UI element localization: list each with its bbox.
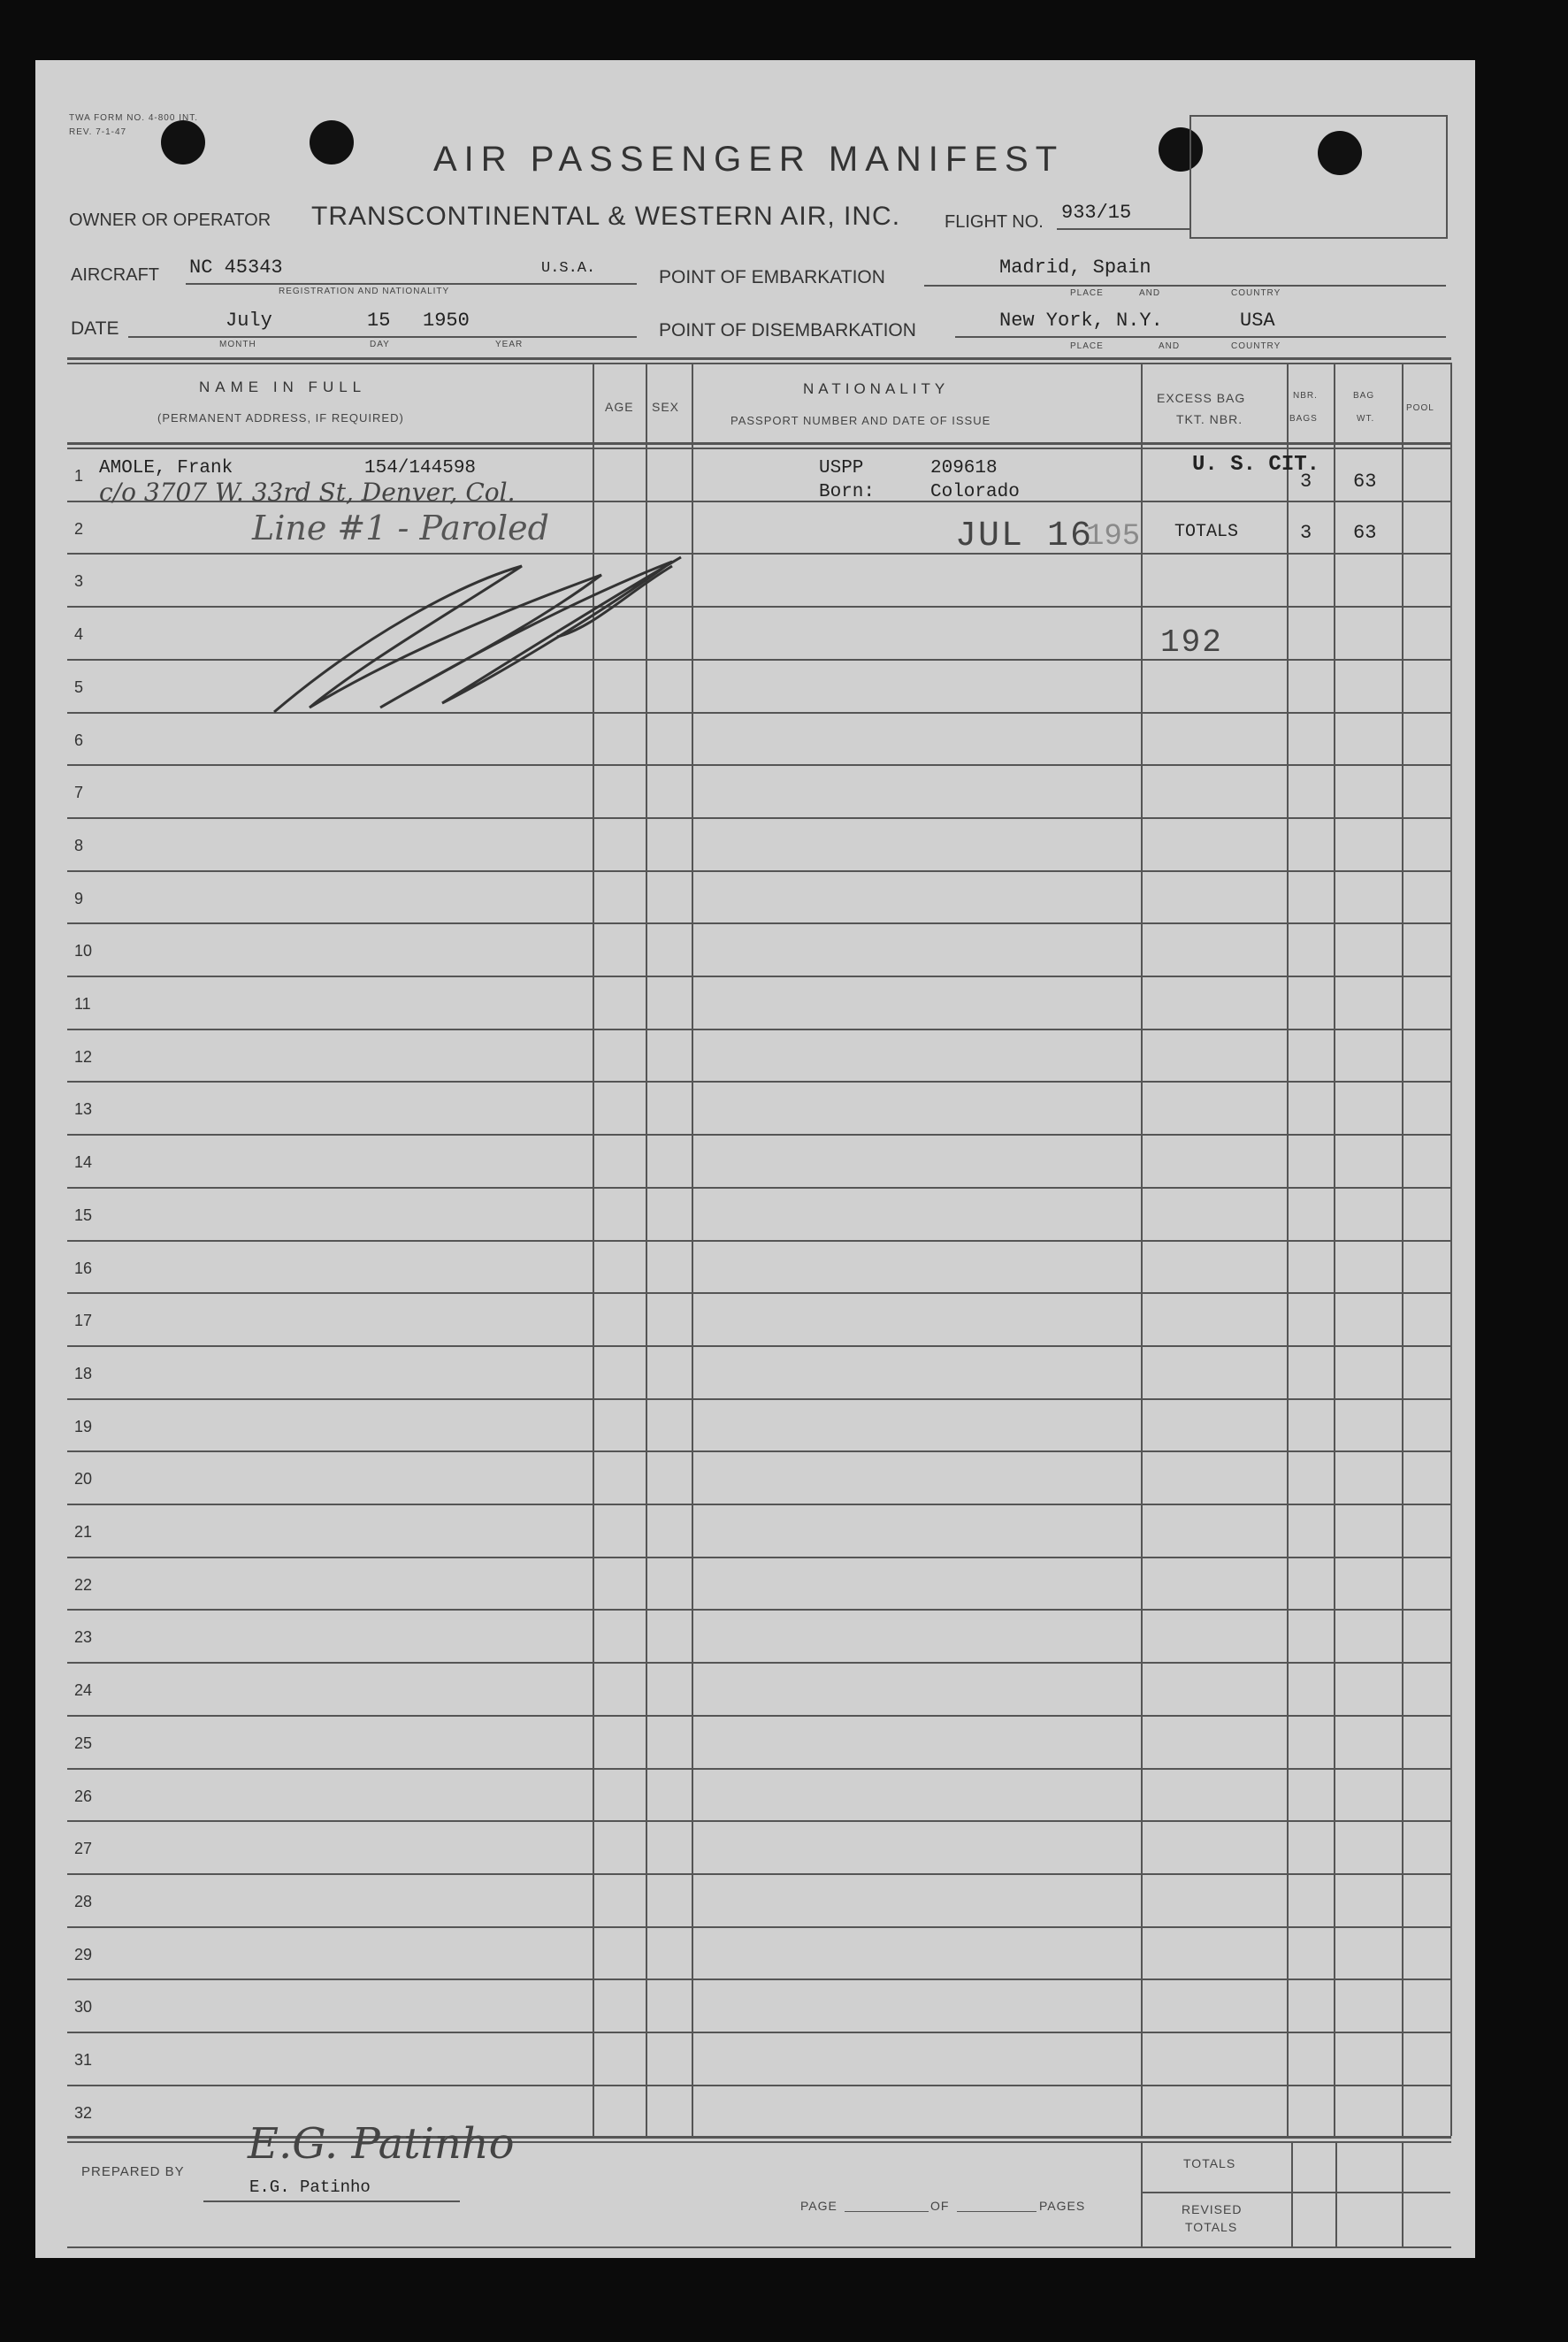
aircraft-underline bbox=[186, 283, 637, 285]
signature-scribble bbox=[256, 531, 876, 743]
row-number: 14 bbox=[74, 1153, 93, 1171]
header-excess-1: EXCESS BAG bbox=[1157, 391, 1246, 405]
disembark-caption-and: AND bbox=[1159, 341, 1181, 351]
row-number: 16 bbox=[74, 1259, 93, 1277]
page-title: AIR PASSENGER MANIFEST bbox=[433, 140, 1065, 179]
row-number: 8 bbox=[74, 837, 84, 854]
embark-caption-and: AND bbox=[1139, 288, 1161, 298]
revised-label-1: REVISED bbox=[1182, 2202, 1243, 2216]
header-sex: SEX bbox=[652, 400, 680, 414]
aircraft-label: AIRCRAFT bbox=[71, 265, 159, 285]
row-number: 20 bbox=[74, 1470, 93, 1488]
handwritten-note: Line #1 - Paroled bbox=[252, 509, 549, 547]
table-row-rule bbox=[67, 817, 1451, 819]
born-label: Born: bbox=[819, 482, 876, 502]
row-number: 12 bbox=[74, 1048, 93, 1066]
disembarkation-place: New York, N.Y. bbox=[999, 310, 1163, 332]
revised-label-2: TOTALS bbox=[1185, 2220, 1238, 2234]
header-nbr-1: NBR. bbox=[1293, 391, 1318, 401]
table-row-rule bbox=[67, 976, 1451, 977]
stamp-box bbox=[1189, 115, 1448, 239]
passport-number: 209618 bbox=[930, 458, 998, 478]
aircraft-number: NC 45343 bbox=[189, 256, 283, 279]
passenger-weight: 63 bbox=[1353, 471, 1377, 493]
table-top-rule-2 bbox=[67, 363, 1451, 364]
table-row-rule bbox=[67, 1820, 1451, 1822]
passenger-address: c/o 3707 W. 33rd St, Denver, Col. bbox=[99, 478, 516, 507]
date-label: DATE bbox=[71, 318, 119, 339]
table-header-rule bbox=[67, 442, 1451, 445]
footer-divider bbox=[1335, 2141, 1337, 2247]
excess-citizen: U. S. CIT. bbox=[1192, 453, 1320, 477]
row-number: 21 bbox=[74, 1523, 93, 1541]
column-divider bbox=[1402, 363, 1404, 2136]
row-number: 27 bbox=[74, 1840, 93, 1857]
table-row-rule bbox=[67, 1187, 1451, 1189]
header-age: AGE bbox=[605, 400, 634, 414]
row-number: 31 bbox=[74, 2051, 93, 2069]
table-row-rule bbox=[67, 1398, 1451, 1400]
table-row-rule bbox=[67, 1134, 1451, 1136]
disembarkation-underline bbox=[955, 336, 1446, 338]
flight-label: FLIGHT NO. bbox=[945, 212, 1044, 232]
row-number: 19 bbox=[74, 1418, 93, 1435]
table-row-rule bbox=[67, 1715, 1451, 1717]
row-number: 1 bbox=[74, 467, 84, 485]
header-excess-2: TKT. NBR. bbox=[1176, 412, 1243, 426]
row-number: 22 bbox=[74, 1576, 93, 1594]
form-number: TWA FORM NO. 4-800 INT. bbox=[69, 113, 198, 123]
disembark-caption-country: COUNTRY bbox=[1231, 341, 1281, 351]
preparer-name: E.G. Patinho bbox=[249, 2177, 371, 2197]
flight-number: 933/15 bbox=[1061, 202, 1132, 224]
passport-type: USPP bbox=[819, 458, 864, 478]
row-number: 2 bbox=[74, 520, 84, 538]
table-top-rule bbox=[67, 357, 1451, 360]
embarkation-place: Madrid, Spain bbox=[999, 256, 1151, 279]
header-name: NAME IN FULL bbox=[199, 379, 367, 395]
caption-year: YEAR bbox=[495, 340, 524, 349]
header-nbr-2: BAGS bbox=[1289, 414, 1318, 424]
preparer-signature: E.G. Patinho bbox=[248, 2119, 515, 2169]
table-row-rule bbox=[67, 1345, 1451, 1347]
table-row-rule bbox=[67, 1292, 1451, 1294]
footer-totals-label: TOTALS bbox=[1183, 2156, 1236, 2170]
row-number: 32 bbox=[74, 2104, 93, 2122]
header-bag-1: BAG bbox=[1353, 391, 1375, 401]
row-number: 6 bbox=[74, 731, 84, 749]
table-row-rule bbox=[67, 1978, 1451, 1980]
table-row-rule bbox=[67, 1450, 1451, 1452]
table-row-rule bbox=[67, 2085, 1451, 2086]
row-number: 13 bbox=[74, 1100, 93, 1118]
row-number: 5 bbox=[74, 678, 84, 696]
column-divider bbox=[1141, 363, 1143, 2136]
header-pool: POOL bbox=[1406, 403, 1434, 413]
table-row-rule bbox=[67, 1081, 1451, 1083]
table-row-rule bbox=[67, 2032, 1451, 2033]
owner-label: OWNER OR OPERATOR bbox=[69, 210, 272, 230]
date-day: 15 bbox=[367, 310, 391, 332]
pages-label: PAGES bbox=[1039, 2199, 1086, 2213]
row-number: 26 bbox=[74, 1787, 93, 1805]
page-underline bbox=[845, 2211, 929, 2212]
row-number: 30 bbox=[74, 1998, 93, 2016]
date-stamp: JUL 16 bbox=[955, 517, 1094, 556]
row-number: 9 bbox=[74, 890, 84, 907]
row-number: 11 bbox=[74, 995, 91, 1013]
row-totals-label: TOTALS bbox=[1174, 522, 1239, 542]
footer-divider bbox=[1291, 2141, 1293, 2247]
of-underline bbox=[957, 2211, 1036, 2212]
table-row-rule bbox=[67, 1029, 1451, 1030]
embarkation-underline bbox=[924, 285, 1446, 287]
passenger-name: AMOLE, Frank bbox=[99, 458, 233, 478]
caption-day: DAY bbox=[370, 340, 390, 349]
column-divider bbox=[1287, 363, 1289, 2136]
caption-month: MONTH bbox=[219, 340, 256, 349]
date-year: 1950 bbox=[423, 310, 470, 332]
table-row-rule bbox=[67, 922, 1451, 924]
prepared-by-label: PREPARED BY bbox=[81, 2164, 185, 2179]
row-number: 24 bbox=[74, 1681, 93, 1699]
passenger-ticket: 154/144598 bbox=[364, 458, 477, 478]
column-divider bbox=[1334, 363, 1335, 2136]
row-number: 10 bbox=[74, 942, 93, 960]
operator-name: TRANSCONTINENTAL & WESTERN AIR, INC. bbox=[311, 202, 901, 231]
row-number: 25 bbox=[74, 1734, 93, 1752]
table-row-rule bbox=[67, 1504, 1451, 1505]
punch-hole bbox=[310, 120, 354, 165]
punch-hole bbox=[161, 120, 205, 165]
row-number: 18 bbox=[74, 1365, 93, 1382]
table-row-rule bbox=[67, 1926, 1451, 1928]
preparer-underline bbox=[203, 2200, 460, 2202]
table-row-rule bbox=[67, 764, 1451, 766]
aircraft-caption: REGISTRATION AND NATIONALITY bbox=[279, 287, 450, 296]
date-stamp-faint: 195 bbox=[1086, 520, 1141, 554]
row-number: 23 bbox=[74, 1628, 93, 1646]
aircraft-nationality: U.S.A. bbox=[541, 260, 596, 277]
row-number: 15 bbox=[74, 1206, 93, 1224]
table-row-rule bbox=[67, 1240, 1451, 1242]
embark-caption-country: COUNTRY bbox=[1231, 288, 1281, 298]
born-place: Colorado bbox=[930, 482, 1020, 502]
header-nationality: NATIONALITY bbox=[803, 380, 950, 397]
footer-divider bbox=[1141, 2141, 1143, 2247]
column-divider bbox=[1450, 363, 1452, 2136]
table-row-rule bbox=[67, 1662, 1451, 1664]
header-bag-2: WT. bbox=[1357, 414, 1375, 424]
row-totals-bags: 3 bbox=[1300, 522, 1312, 544]
footer-bottom-rule bbox=[67, 2246, 1451, 2248]
form-revision: REV. 7-1-47 bbox=[69, 127, 127, 137]
disembarkation-label: POINT OF DISEMBARKATION bbox=[659, 320, 916, 341]
footer-mid-rule bbox=[1141, 2192, 1450, 2193]
row-number: 3 bbox=[74, 572, 84, 590]
stamp-number: 192 bbox=[1160, 624, 1223, 661]
table-row-rule bbox=[67, 1768, 1451, 1770]
table-row-rule bbox=[67, 1873, 1451, 1875]
date-underline bbox=[128, 336, 637, 338]
disembarkation-country: USA bbox=[1240, 310, 1275, 332]
page-label: PAGE bbox=[800, 2199, 838, 2213]
footer-divider bbox=[1402, 2141, 1404, 2247]
date-month: July bbox=[226, 310, 272, 332]
row-number: 29 bbox=[74, 1946, 93, 1963]
header-name-sub: (PERMANENT ADDRESS, IF REQUIRED) bbox=[157, 411, 404, 425]
embarkation-label: POINT OF EMBARKATION bbox=[659, 267, 885, 287]
table-row-rule bbox=[67, 1557, 1451, 1558]
row-number: 4 bbox=[74, 625, 84, 643]
passenger-bags: 3 bbox=[1300, 471, 1312, 493]
table-row-rule bbox=[67, 870, 1451, 872]
table-header-rule-2 bbox=[67, 448, 1451, 449]
row-number: 28 bbox=[74, 1893, 93, 1910]
header-nationality-sub: PASSPORT NUMBER AND DATE OF ISSUE bbox=[730, 414, 991, 427]
embark-caption-place: PLACE bbox=[1070, 288, 1104, 298]
row-number: 7 bbox=[74, 784, 84, 801]
disembark-caption-place: PLACE bbox=[1070, 341, 1104, 351]
flight-underline bbox=[1057, 228, 1189, 230]
row-totals-weight: 63 bbox=[1353, 522, 1377, 544]
of-label: OF bbox=[930, 2199, 950, 2213]
row-number: 17 bbox=[74, 1312, 93, 1329]
table-row-rule bbox=[67, 1609, 1451, 1611]
